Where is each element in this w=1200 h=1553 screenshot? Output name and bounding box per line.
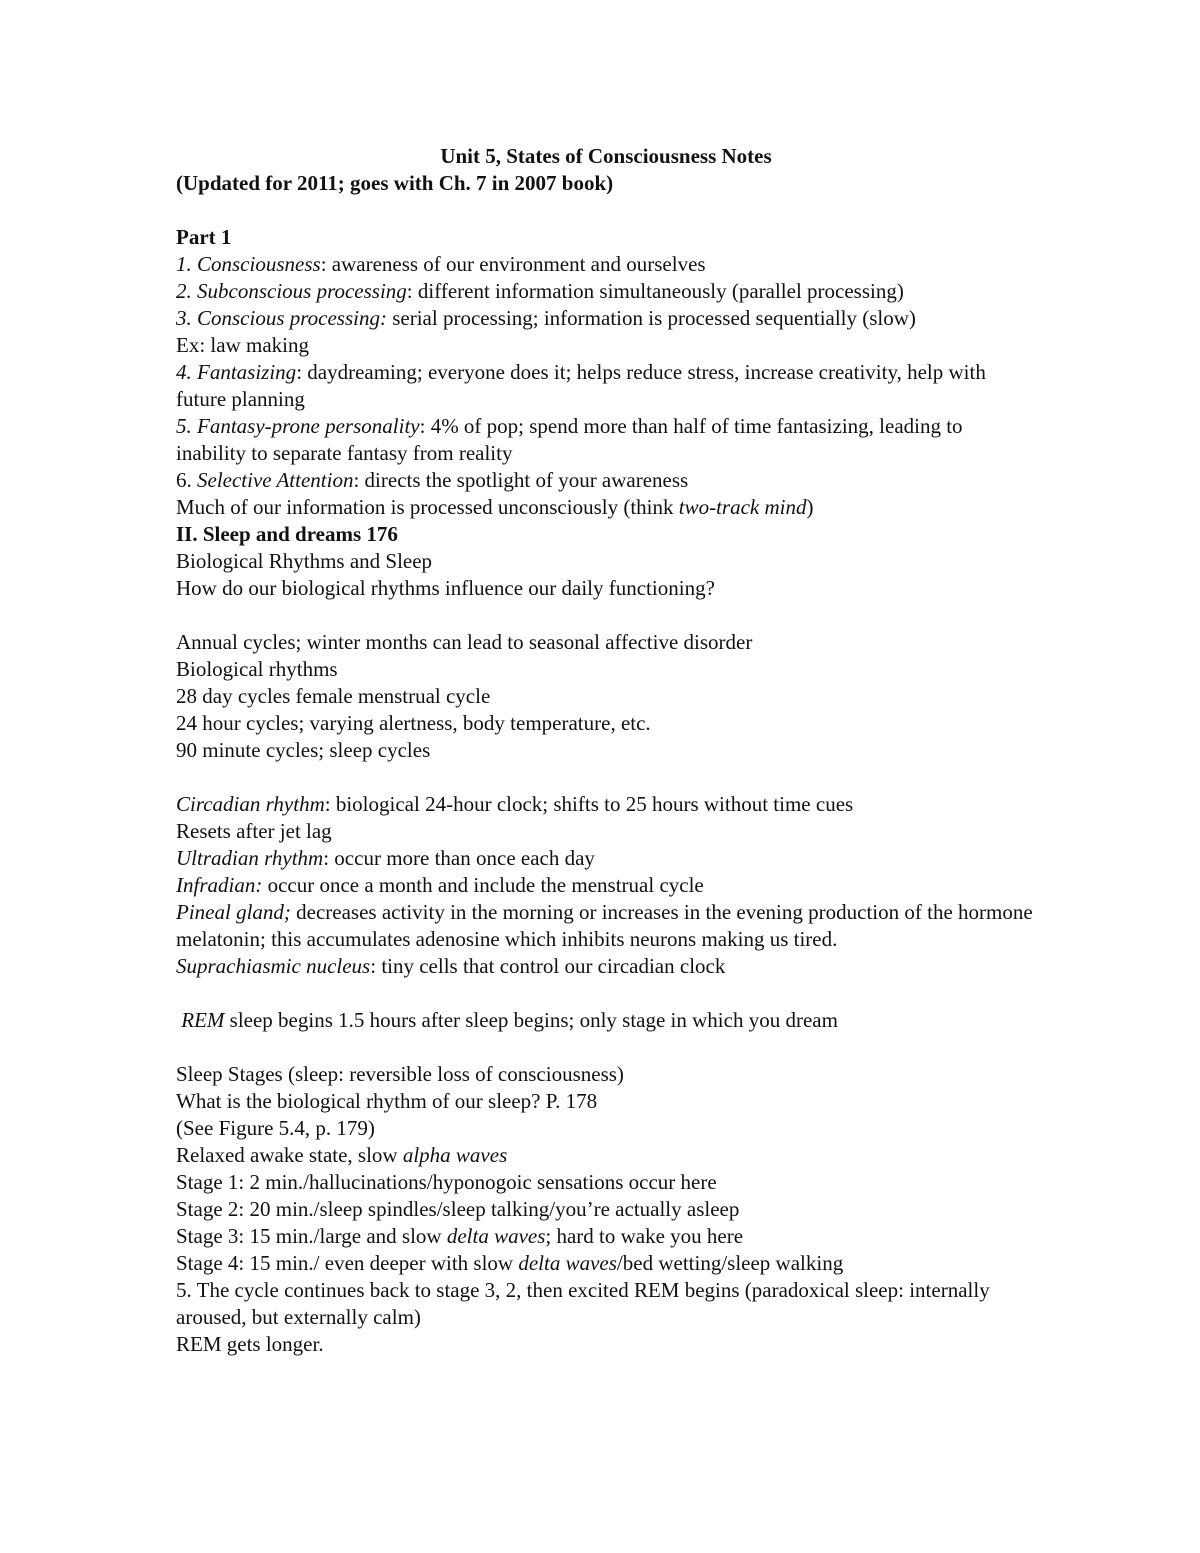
def-text: occur once a month and include the menstrual cycle: [262, 873, 704, 897]
part2-question: How do our biological rhythms influence our daily functioning?: [176, 576, 715, 600]
item-term: Fantasizing: [197, 360, 297, 384]
rem-term: REM: [181, 1008, 225, 1032]
ultradian-def: [176, 845, 1036, 872]
def-text: : tiny cells that control our circadian clock: [370, 954, 726, 978]
spacer: [176, 602, 1036, 629]
rhythm-line: 90 minute cycles; sleep cycles: [176, 738, 431, 762]
def-text: : occur more than once each day: [323, 846, 595, 870]
suprachiasmic-def: [176, 953, 1036, 980]
subconscious-item: [176, 278, 1036, 305]
item-number: 1.: [176, 252, 197, 276]
part2-heading: II. Sleep and dreams 176: [176, 522, 398, 546]
spacer: [176, 197, 1036, 224]
document-title: Unit 5, States of Consciousness Notes: [440, 144, 772, 168]
item-text: : directs the spotlight of your awareness: [353, 468, 689, 492]
line-text: ; hard to wake you here: [545, 1224, 744, 1248]
rhythm-line: Biological rhythms: [176, 657, 338, 681]
conscious-processing-item: [176, 305, 1036, 332]
def-term: Pineal gland;: [176, 900, 291, 924]
def-term: Suprachiasmic nucleus: [176, 954, 371, 978]
item-number: 5.: [176, 414, 197, 438]
rhythm-line: 28 day cycles female menstrual cycle: [176, 684, 491, 708]
item-term: Conscious processing:: [197, 306, 387, 330]
def-text: : biological 24-hour clock; shifts to 25 hours without time cues: [324, 792, 854, 816]
def-term: Circadian rhythm: [176, 792, 325, 816]
rem-line: [176, 1007, 1036, 1034]
part1-heading: Part 1: [176, 225, 232, 249]
spacer: [176, 1034, 1036, 1061]
spacer: [176, 980, 1036, 1007]
relaxed-state-line: [176, 1142, 1036, 1169]
item-number: 2.: [176, 279, 197, 303]
stage-3-line: [176, 1223, 1036, 1250]
def-term: Infradian:: [176, 873, 263, 897]
item-number: 3.: [176, 306, 197, 330]
item-text: : awareness of our environment and ourselves: [320, 252, 706, 276]
item-text: : 4% of pop; spend more than half of time fantasizing, leading to inability to separate fantasy from reality: [176, 414, 963, 465]
item-term: Selective Attention: [197, 468, 354, 492]
unconscious-line: [176, 494, 1036, 521]
line-term: two-track mind: [678, 495, 807, 519]
document-page: [176, 143, 1036, 1358]
spacer: [176, 764, 1036, 791]
rem-longer-line: REM gets longer.: [176, 1332, 324, 1356]
line-text: ): [806, 495, 814, 519]
fantasy-prone-item: [176, 413, 1036, 467]
item-term: Fantasy-prone personality: [197, 414, 420, 438]
item-number: 6.: [176, 468, 197, 492]
line-text: /bed wetting/sleep walking: [616, 1251, 844, 1275]
line-text: Stage 4: 15 min./ even deeper with slow: [176, 1251, 519, 1275]
fantasizing-item: [176, 359, 1036, 413]
stage-2-line: Stage 2: 20 min./sleep spindles/sleep talking/you’re actually asleep: [176, 1197, 740, 1221]
item-number: 4.: [176, 360, 197, 384]
rhythm-line: 24 hour cycles; varying alertness, body temperature, etc.: [176, 711, 651, 735]
item-term: Subconscious processing: [197, 279, 407, 303]
stage-4-line: [176, 1250, 1036, 1277]
example-line: Ex: law making: [176, 333, 309, 357]
figure-reference: (See Figure 5.4, p. 179): [176, 1116, 375, 1140]
sleep-stages-heading: Sleep Stages (sleep: reversible loss of consciousness): [176, 1062, 624, 1086]
item-text: : different information simultaneously (parallel processing): [406, 279, 904, 303]
jet-lag-line: Resets after jet lag: [176, 819, 332, 843]
rhythm-line: Annual cycles; winter months can lead to seasonal affective disorder: [176, 630, 753, 654]
line-term: alpha waves: [402, 1143, 508, 1167]
line-text: Relaxed awake state, slow: [176, 1143, 403, 1167]
line-term: delta waves: [446, 1224, 546, 1248]
selective-attention-item: [176, 467, 1036, 494]
document-subtitle: (Updated for 2011; goes with Ch. 7 in 2007 book): [176, 171, 614, 195]
line-term: delta waves: [518, 1251, 617, 1275]
stage-1-line: Stage 1: 2 min./hallucinations/hyponogoic sensations occur here: [176, 1170, 717, 1194]
item-term: Consciousness: [197, 252, 321, 276]
infradian-def: [176, 872, 1036, 899]
part2-subheading: Biological Rhythms and Sleep: [176, 549, 433, 573]
def-text: decreases activity in the morning or increases in the evening production of the hormone melatonin; this accumulates adenosine which inhibits neurons making us tired.: [176, 900, 1033, 951]
circadian-def: [176, 791, 1036, 818]
item-text: : daydreaming; everyone does it; helps reduce stress, increase creativity, help with future planning: [176, 360, 986, 411]
def-term: Ultradian rhythm: [176, 846, 324, 870]
consciousness-item: [176, 251, 1036, 278]
line-text: Stage 3: 15 min./large and slow: [176, 1224, 447, 1248]
rem-text: sleep begins 1.5 hours after sleep begins; only stage in which you dream: [224, 1008, 838, 1032]
cycle-line: 5. The cycle continues back to stage 3, 2, then excited REM begins (paradoxical sleep: internally aroused, but externally calm): [176, 1278, 990, 1329]
line-text: Much of our information is processed unconsciously (think: [176, 495, 679, 519]
pineal-def: [176, 899, 1036, 953]
sleep-stages-question: What is the biological rhythm of our sleep? P. 178: [176, 1089, 598, 1113]
item-text: serial processing; information is processed sequentially (slow): [386, 306, 916, 330]
